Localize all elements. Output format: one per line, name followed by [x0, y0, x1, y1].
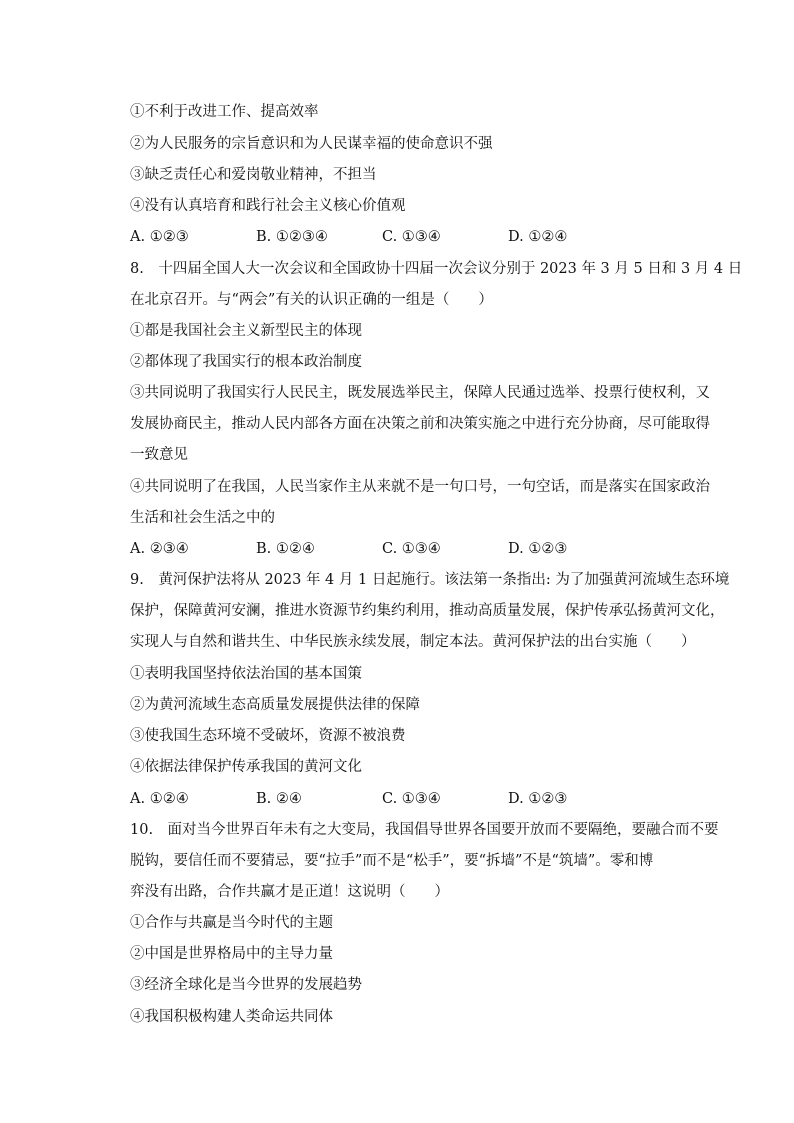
q10-stem-line-3: 弈没有出路，合作共赢才是正道！这说明（ ） — [130, 884, 449, 900]
q8-item-2: ②都体现了我国实行的根本政治制度 — [130, 354, 362, 370]
q9-option-b: B. ②④ — [256, 791, 302, 807]
prev-options — [130, 227, 690, 247]
prev-item-3: ③缺乏责任心和爱岗敬业精神，不担当 — [130, 167, 377, 183]
q10-item-1: ①合作与共赢是当今时代的主题 — [130, 915, 333, 931]
q10-stem-line-1: 10. 面对当今世界百年未有之大变局，我国倡导世界各国要开放而不要隔绝，要融合而不要 — [130, 822, 719, 838]
prev-option-a: A. ①②③ — [130, 229, 189, 245]
q8-options — [130, 539, 690, 559]
q10-item-2: ②中国是世界格局中的主导力量 — [130, 946, 333, 962]
q8-stem-line-1: 8. 十四届全国人大一次会议和全国政协十四届一次会议分别于 2023 年 3 月 5 日和 3 月 4 日 — [130, 261, 743, 277]
q9-item-4: ④依据法律保护传承我国的黄河文化 — [130, 759, 362, 775]
q8-option-a: A. ②③④ — [130, 541, 189, 557]
q9-stem-line-3: 实现人与自然和谐共生、中华民族永续发展，制定本法。黄河保护法的出台实施（ ） — [130, 634, 696, 650]
q9-option-a: A. ①②④ — [130, 791, 189, 807]
q8-item-3-line-3: 一致意见 — [130, 447, 188, 463]
q8-item-4-line-2: 生活和社会生活之中的 — [130, 510, 275, 526]
q8-option-b: B. ①②④ — [256, 541, 315, 557]
prev-option-b: B. ①②③④ — [256, 229, 328, 245]
q8-item-1: ①都是我国社会主义新型民主的体现 — [130, 323, 362, 339]
q10-item-4: ④我国积极构建人类命运共同体 — [130, 1009, 333, 1025]
q9-item-3: ③使我国生态环境不受破坏，资源不被浪费 — [130, 728, 406, 744]
prev-item-4: ④没有认真培育和践行社会主义核心价值观 — [130, 198, 406, 214]
q8-option-d: D. ①②③ — [508, 541, 568, 557]
q10-stem-line-2: 脱钩，要信任而不要猜忌，要“拉手”而不是“松手”，要“拆墙”不是“筑墙”。零和博 — [130, 853, 654, 869]
q9-options — [130, 789, 690, 809]
prev-option-d: D. ①②④ — [508, 229, 568, 245]
q8-item-4-line-1: ④共同说明了在我国，人民当家作主从来就不是一句口号，一句空话，而是落实在国家政治 — [130, 479, 710, 495]
prev-item-2: ②为人民服务的宗旨意识和为人民谋幸福的使命意识不强 — [130, 136, 493, 152]
q9-stem-line-1: 9. 黄河保护法将从 2023 年 4 月 1 日起施行。该法第一条指出: 为了加强黄河流域生态环境 — [130, 572, 730, 588]
q9-option-c: C. ①③④ — [382, 791, 441, 807]
q9-stem-line-2: 保护，保障黄河安澜，推进水资源节约集约利用，推动高质量发展，保护传承弘扬黄河文化， — [130, 603, 725, 619]
q8-stem-line-2: 在北京召开。与“两会”有关的认识正确的一组是（ ） — [130, 292, 493, 308]
q8-item-3-line-1: ③共同说明了我国实行人民民主，既发展选举民主，保障人民通过选举、投票行使权利，又 — [130, 385, 710, 401]
q9-item-2: ②为黄河流域生态高质量发展提供法律的保障 — [130, 697, 420, 713]
q9-item-1: ①表明我国坚持依法治国的基本国策 — [130, 666, 362, 682]
q8-option-c: C. ①③④ — [382, 541, 441, 557]
q9-option-d: D. ①②③ — [508, 791, 568, 807]
prev-item-1: ①不利于改进工作、提高效率 — [130, 104, 319, 120]
q8-item-3-line-2: 发展协商民主，推动人民内部各方面在决策之前和决策实施之中进行充分协商，尽可能取得 — [130, 416, 710, 432]
q10-item-3: ③经济全球化是当今世界的发展趋势 — [130, 977, 362, 993]
prev-option-c: C. ①③④ — [382, 229, 441, 245]
